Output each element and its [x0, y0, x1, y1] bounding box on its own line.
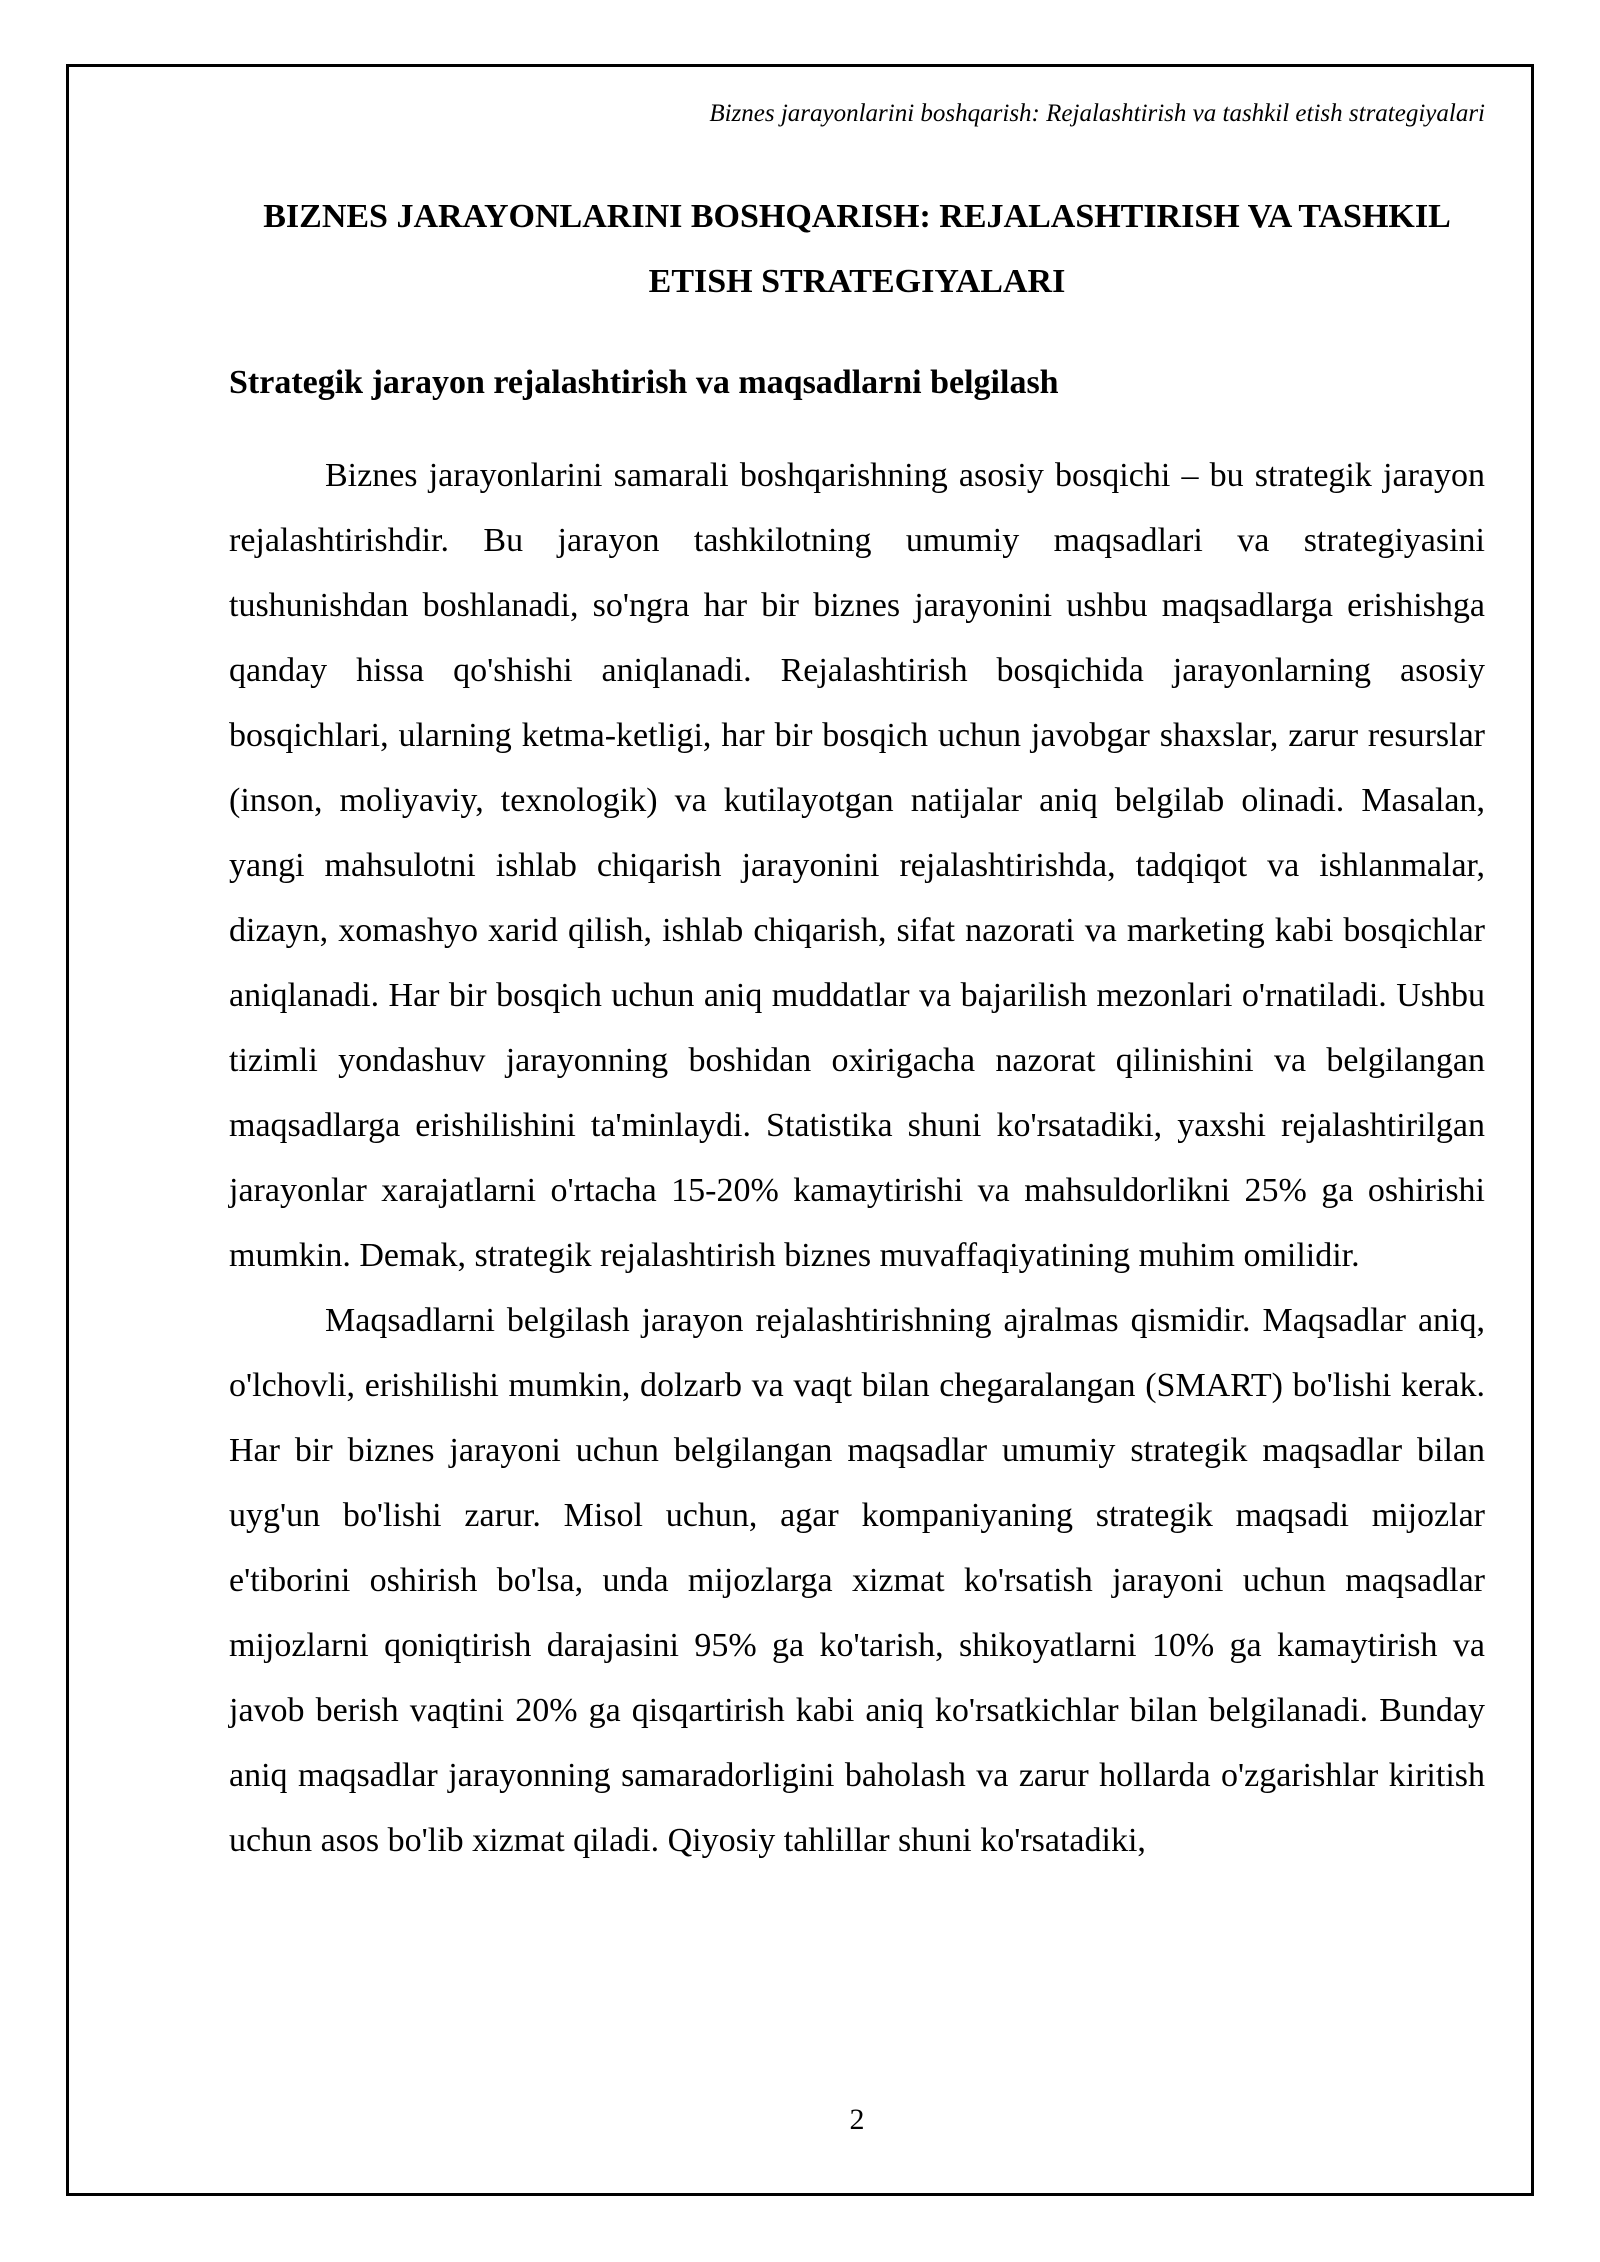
- page-number: 2: [849, 2103, 865, 2136]
- body-paragraph: Maqsadlarni belgilash jarayon rejalashtirishning ajralmas qismidir. Maqsadlar aniq, o'lchovli, erishilishi mumkin, dolzarb va vaqt bilan chegaralangan (SMART) bo'lishi kerak. Har bir biznes jarayoni uchun belgilangan maqsadlar umumiy strategik maqsadlar bilan uyg'un bo'lishi zarur. Misol uchun, agar kompaniyaning strategik maqsadi mijozlar e'tiborini oshirish bo'lsa, unda mijozlarga xizmat ko'rsatish jarayoni uchun maqsadlar mijozlarni qoniqtirish darajasini 95% ga ko'tarish, shikoyatlarni 10% ga kamaytirish va javob berish vaqtini 20% ga qisqartirish kabi aniq ko'rsatkichlar bilan belgilanadi. Bunday aniq maqsadlar jarayonning samaradorligini baholash va zarur hollarda o'zgarishlar kiritish uchun asos bo'lib xizmat qiladi. Qiyosiy tahlillar shuni ko'rsatadiki,: [229, 1302, 1485, 1859]
- document-body: [229, 443, 1485, 1873]
- running-header: Biznes jarayonlarini boshqarish: Rejalashtirish va tashkil etish strategiyalari: [709, 100, 1485, 127]
- section-heading: Strategik jarayon rejalashtirish va maqsadlarni belgilash: [229, 364, 1059, 401]
- document-title: BIZNES JARAYONLARINI BOSHQARISH: REJALASHTIRISH VA TASHKIL ETISH STRATEGIYALARI: [263, 198, 1451, 300]
- body-paragraph: Biznes jarayonlarini samarali boshqarishning asosiy bosqichi – bu strategik jarayon rejalashtirishdir. Bu jarayon tashkilotning umumiy maqsadlari va strategiyasini tushunishdan boshlanadi, so'ngra har bir biznes jarayonini ushbu maqsadlarga erishishga qanday hissa qo'shishi aniqlanadi. Rejalashtirish bosqichida jarayonlarning asosiy bosqichlari, ularning ketma-ketligi, har bir bosqich uchun javobgar shaxslar, zarur resurslar (inson, moliyaviy, texnologik) va kutilayotgan natijalar aniq belgilab olinadi. Masalan, yangi mahsulotni ishlab chiqarish jarayonini rejalashtirishda, tadqiqot va ishlanmalar, dizayn, xomashyo xarid qilish, ishlab chiqarish, sifat nazorati va marketing kabi bosqichlar aniqlanadi. Har bir bosqich uchun aniq muddatlar va bajarilish mezonlari o'rnatiladi. Ushbu tizimli yondashuv jarayonning boshidan oxirigacha nazorat qilinishini va belgilangan maqsadlarga erishilishini ta'minlaydi. Statistika shuni ko'rsatadiki, yaxshi rejalashtirilgan jarayonlar xarajatlarni o'rtacha 15-20% kamaytirishi va mahsuldorlikni 25% ga oshirishi mumkin. Demak, strategik rejalashtirish biznes muvaffaqiyatining muhim omilidir.: [229, 457, 1485, 1274]
